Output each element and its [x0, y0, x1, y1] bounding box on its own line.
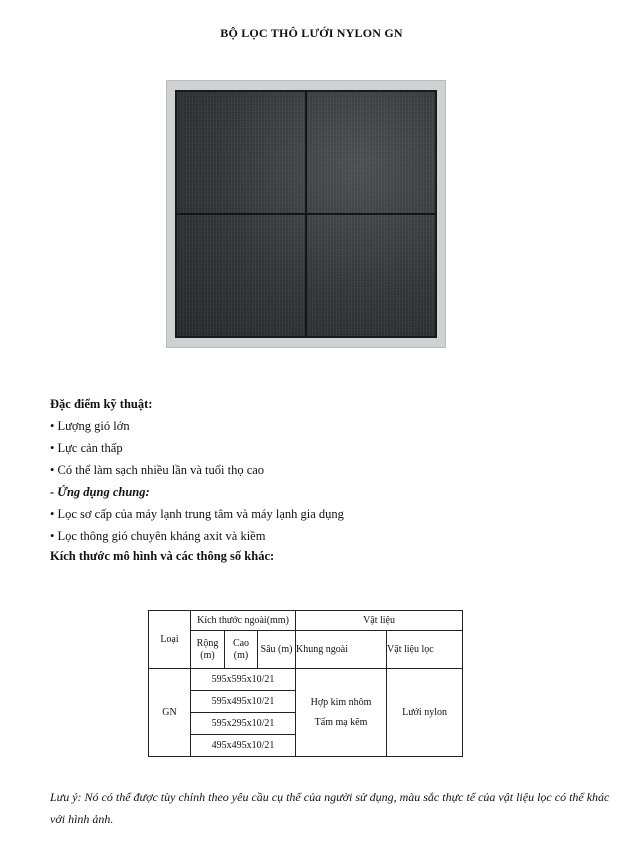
product-photo	[166, 80, 446, 348]
frame-material-line: Tấm mạ kẽm	[314, 716, 368, 728]
spec-table	[148, 610, 463, 757]
spec-heading: Đặc điểm kỹ thuật:	[50, 397, 153, 411]
header-width: Rộng (m)	[191, 631, 225, 669]
dimensions-heading: Kích thước mô hình và các thông số khác:	[50, 549, 275, 563]
size-cell: 595x295x10/21	[191, 713, 296, 735]
size-cell: 595x495x10/21	[191, 691, 296, 713]
application-item: • Lọc sơ cấp của máy lạnh trung tâm và máy lạnh gia dụng	[50, 507, 344, 521]
nylon-mesh-panel	[175, 90, 437, 338]
application-heading: - Ứng dụng chung:	[50, 485, 150, 499]
feature-item: • Có thể làm sạch nhiều lần và tuổi thọ cao	[50, 463, 265, 477]
feature-item: • Lượng gió lớn	[50, 419, 130, 433]
header-type: Loại	[149, 611, 191, 669]
horizontal-support-bar	[177, 213, 435, 215]
header-depth: Sâu (m)	[258, 631, 296, 669]
header-frame: Khung ngoài	[296, 631, 387, 669]
note-text: Lưu ý: Nó có thể được tùy chỉnh theo yêu cầu cụ thể của người sử dụng, màu sắc thực tế của vật liệu lọc có thể khác với hình ảnh.	[50, 790, 610, 826]
header-material: Vật liệu	[296, 611, 463, 631]
type-cell: GN	[149, 669, 191, 757]
header-filter-material: Vật liệu lọc	[387, 631, 463, 669]
frame-material-line: Hợp kim nhôm	[310, 696, 372, 708]
size-cell: 595x595x10/21	[191, 669, 296, 691]
application-item: • Lọc thông gió chuyên kháng axit và kiềm	[50, 529, 266, 543]
header-outer-size: Kích thước ngoài(mm)	[191, 611, 296, 631]
filter-material-cell: Lưới nylon	[387, 669, 463, 757]
header-height: Cao (m)	[225, 631, 258, 669]
page-title: BỘ LỌC THÔ LƯỚI NYLON GN	[220, 26, 403, 40]
frame-material-cell	[296, 669, 387, 757]
feature-item: • Lực cản thấp	[50, 441, 123, 455]
size-cell: 495x495x10/21	[191, 735, 296, 757]
